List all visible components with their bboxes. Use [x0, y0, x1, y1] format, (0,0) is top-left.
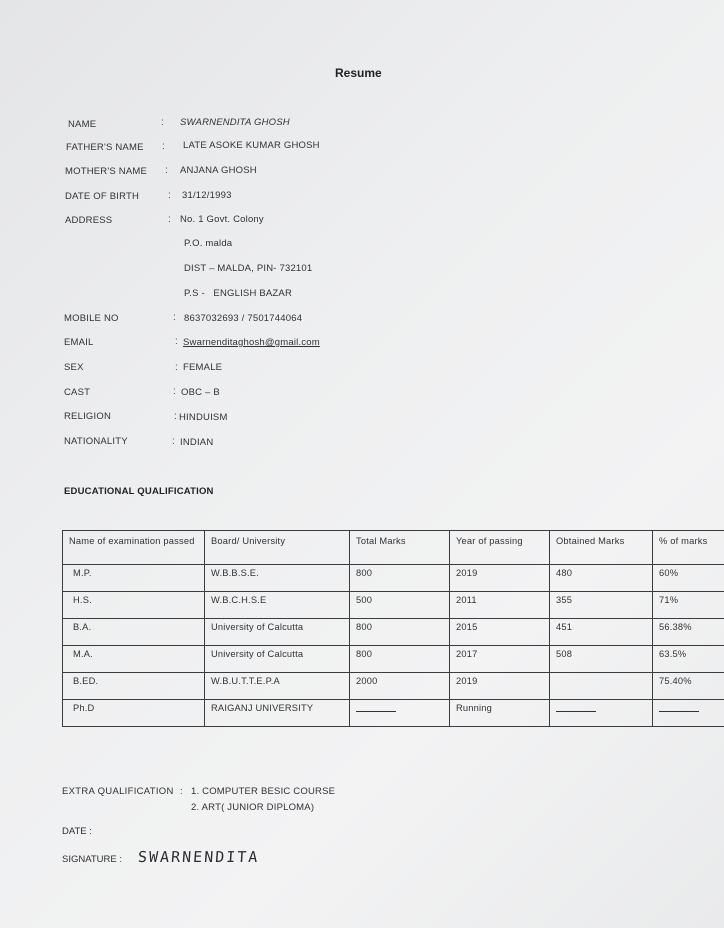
blank-dash [659, 711, 699, 712]
cell-year: 2019 [450, 673, 550, 700]
education-table [62, 530, 724, 727]
cell-board: RAIGANJ UNIVERSITY [205, 700, 350, 727]
mother-name-colon: : [165, 165, 168, 176]
cell-percent: 71% [653, 592, 724, 619]
cell-obtained: 451 [550, 619, 653, 646]
blank-dash [356, 711, 396, 712]
address-label: ADDRESS [65, 215, 113, 226]
cell-obtained [550, 673, 653, 700]
cell-percent: 75.40% [653, 673, 724, 700]
sex-label: SEX [64, 362, 84, 373]
address-colon: : [168, 214, 171, 225]
address-line-4: P.S - ENGLISH BAZAR [184, 288, 293, 299]
religion-colon: : [174, 411, 177, 422]
cast-colon: : [173, 386, 176, 397]
father-name-label: FATHER'S NAME [66, 142, 144, 153]
father-name-colon: : [162, 141, 165, 152]
cell-year: 2019 [450, 565, 550, 592]
cell-year: Running [450, 700, 550, 727]
blank-dash [556, 711, 596, 712]
cell-total: 2000 [350, 673, 450, 700]
extra-qualification-colon: : [180, 786, 183, 797]
table-row [63, 565, 724, 592]
cell-obtained: 508 [550, 646, 653, 673]
address-line-1: No. 1 Govt. Colony [180, 214, 264, 225]
cell-exam: H.S. [63, 592, 205, 619]
cell-exam: Ph.D [63, 700, 205, 727]
religion-value: HINDUISM [179, 412, 228, 423]
name-label: NAME [68, 119, 97, 130]
mobile-label: MOBILE NO [64, 313, 119, 324]
cell-total: 800 [350, 565, 450, 592]
extra-item-1: 1. COMPUTER BESIC COURSE [191, 786, 336, 797]
cell-board: University of Calcutta [205, 646, 350, 673]
sex-value: FEMALE [183, 362, 223, 373]
header-exam: Name of examination passed [63, 531, 205, 565]
cell-board: W.B.U.T.T.E.P.A [205, 673, 350, 700]
header-year: Year of passing [450, 531, 550, 565]
cell-percent: 60% [653, 565, 724, 592]
name-value: SWARNENDITA GHOSH [180, 117, 290, 128]
cell-total: 500 [350, 592, 450, 619]
cell-percent [653, 700, 724, 727]
cell-exam: B.ED. [63, 673, 205, 700]
document-title: Resume [335, 66, 382, 80]
date-label: DATE : [62, 826, 92, 837]
mobile-value: 8637032693 / 7501744064 [184, 313, 303, 324]
email-colon: : [175, 336, 178, 347]
education-heading: EDUCATIONAL QUALIFICATION [64, 486, 214, 497]
table-row [63, 592, 724, 619]
header-obtained-marks: Obtained Marks [550, 531, 653, 565]
header-total-marks: Total Marks [350, 531, 450, 565]
header-percent: % of marks [653, 531, 724, 565]
father-name-value: LATE ASOKE KUMAR GHOSH [183, 140, 320, 151]
cell-year: 2011 [450, 592, 550, 619]
mobile-colon: : [173, 312, 176, 323]
dob-colon: : [168, 190, 171, 201]
religion-label: RELIGION [64, 411, 111, 422]
mother-name-label: MOTHER'S NAME [65, 166, 148, 177]
cell-board: University of Calcutta [205, 619, 350, 646]
mother-name-value: ANJANA GHOSH [180, 165, 257, 176]
cell-obtained: 480 [550, 565, 653, 592]
email-value: Swarnenditaghosh@gmail.com [183, 337, 320, 348]
dob-label: DATE OF BIRTH [65, 191, 140, 202]
table-row [63, 700, 724, 727]
address-line-3: DIST – MALDA, PIN- 732101 [184, 263, 313, 274]
cell-board: W.B.B.S.E. [205, 565, 350, 592]
email-label: EMAIL [64, 337, 94, 348]
cell-exam: B.A. [63, 619, 205, 646]
nationality-label: NATIONALITY [64, 436, 128, 447]
header-board: Board/ University [205, 531, 350, 565]
cell-year: 2015 [450, 619, 550, 646]
cast-label: CAST [64, 387, 91, 398]
address-line-2: P.O. malda [184, 238, 233, 249]
table-row [63, 673, 724, 700]
nationality-colon: : [172, 436, 175, 447]
sex-colon: : [175, 362, 178, 373]
table-row [63, 619, 724, 646]
table-row [63, 646, 724, 673]
cell-board: W.B.C.H.S.E [205, 592, 350, 619]
table-header-row [63, 531, 724, 565]
cell-exam: M.A. [63, 646, 205, 673]
cast-value: OBC – B [181, 387, 220, 398]
signature: SWARNENDITA [137, 848, 260, 866]
name-colon: : [161, 117, 164, 128]
signature-label: SIGNATURE : [62, 854, 122, 865]
extra-item-2: 2. ART( JUNIOR DIPLOMA) [191, 802, 315, 813]
cell-total: 800 [350, 619, 450, 646]
dob-value: 31/12/1993 [182, 190, 232, 201]
extra-qualification-label: EXTRA QUALIFICATION [62, 786, 174, 797]
cell-total [350, 700, 450, 727]
cell-exam: M.P. [63, 565, 205, 592]
cell-total: 800 [350, 646, 450, 673]
cell-obtained [550, 700, 653, 727]
cell-percent: 56.38% [653, 619, 724, 646]
nationality-value: INDIAN [180, 437, 214, 448]
cell-year: 2017 [450, 646, 550, 673]
cell-percent: 63.5% [653, 646, 724, 673]
cell-obtained: 355 [550, 592, 653, 619]
